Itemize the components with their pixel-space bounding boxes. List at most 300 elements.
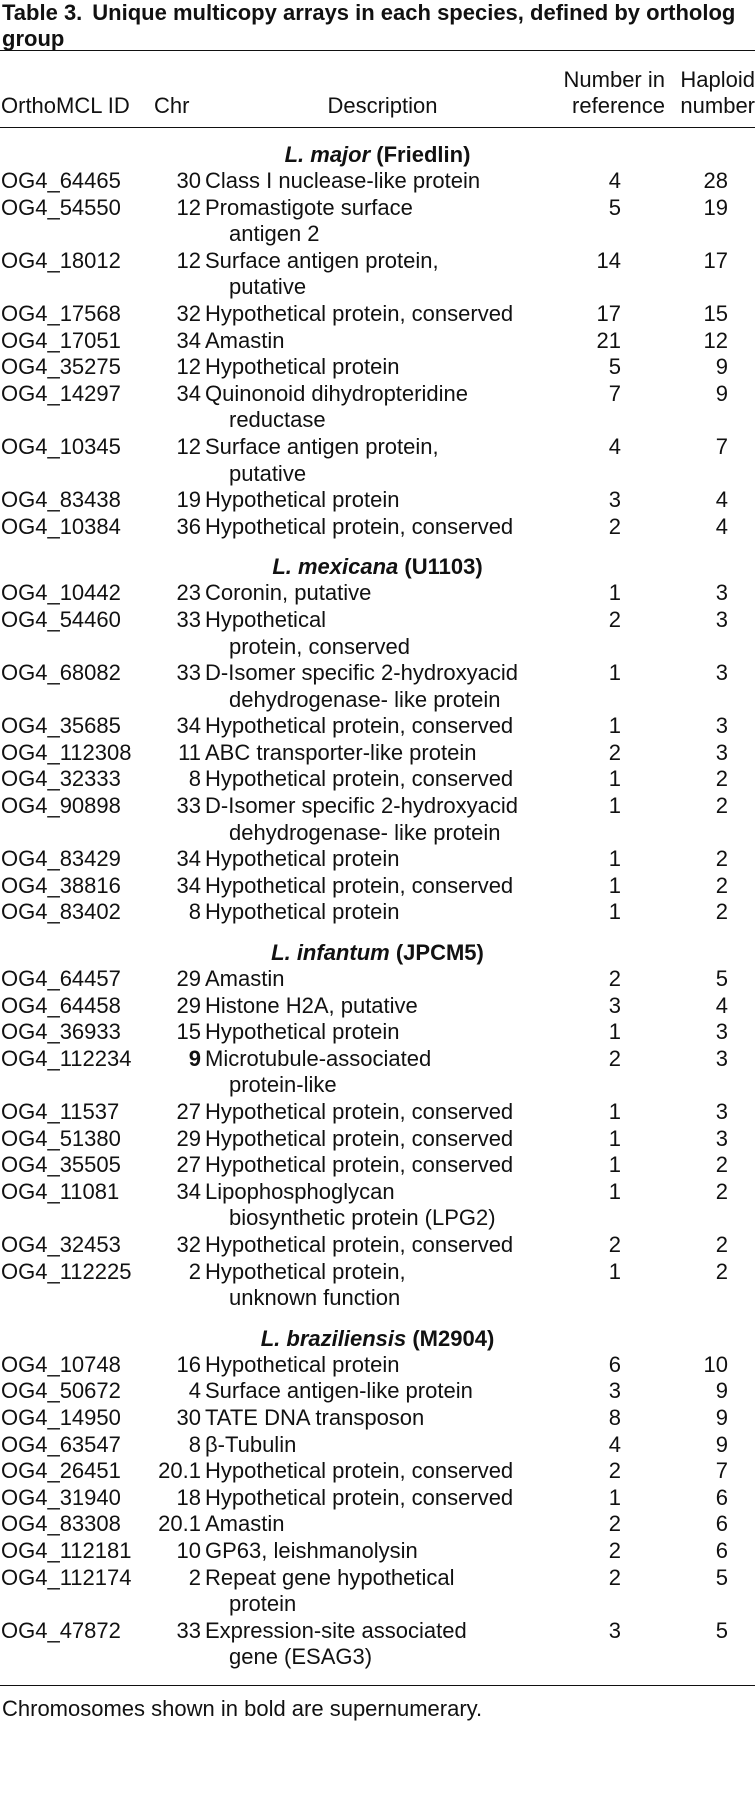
description-cell: [205, 1352, 560, 1379]
orthomcl-id-cell: OG4_112234: [1, 1045, 132, 1071]
species-name: L. infantum: [271, 940, 390, 966]
description-cell: [205, 1179, 560, 1232]
description-line: β-Tubulin: [205, 1431, 297, 1457]
number-in-reference-cell: 2: [608, 606, 621, 632]
haploid-number-cell: 28: [703, 168, 728, 193]
description-cell: [205, 993, 560, 1020]
table-row: [0, 766, 755, 793]
header-chr: Chr: [154, 93, 190, 118]
haploid-number-cell: 7: [715, 1458, 728, 1484]
description-cell: [205, 1378, 560, 1405]
description-line: Hypothetical protein, conserved: [205, 1125, 514, 1151]
number-in-reference-cell: 17: [596, 300, 621, 326]
table-row: [0, 1179, 755, 1232]
multicopy-arrays-table: [0, 51, 755, 1671]
number-in-reference-cell: 2: [608, 1511, 621, 1537]
table-row: [0, 899, 755, 926]
description-continuation: dehydrogenase- like protein: [229, 819, 501, 845]
description-cell: [205, 846, 560, 873]
orthomcl-id-cell: OG4_64465: [1, 168, 121, 193]
species-group-header: [0, 926, 755, 966]
table-row: [0, 1458, 755, 1485]
description-continuation: unknown function: [229, 1285, 401, 1311]
chr-cell: 32: [176, 300, 201, 326]
haploid-number-cell: 3: [715, 713, 728, 739]
haploid-number-cell: 3: [715, 580, 728, 606]
orthomcl-id-cell: OG4_112308: [1, 739, 132, 765]
description-line: Hypothetical protein: [205, 1019, 400, 1045]
description-line: Hypothetical protein, conserved: [205, 513, 514, 539]
orthomcl-id-cell: OG4_50672: [1, 1378, 121, 1404]
description-cell: [205, 1432, 560, 1459]
haploid-number-cell: 3: [715, 1045, 728, 1071]
chr-cell: 15: [176, 1019, 201, 1045]
table-row: [0, 1152, 755, 1179]
description-continuation: biosynthetic protein (LPG2): [229, 1205, 496, 1231]
description-line: Hypothetical protein, conserved: [205, 1231, 514, 1257]
number-in-reference-cell: 1: [608, 1484, 621, 1510]
description-line: Hypothetical protein, conserved: [205, 1099, 514, 1124]
number-in-reference-cell: 1: [608, 713, 621, 739]
description-cell: [205, 966, 560, 993]
table-row: [0, 580, 755, 607]
number-in-reference-cell: 2: [608, 1537, 621, 1563]
header-reference-line1: Number in: [563, 67, 665, 92]
orthomcl-id-cell: OG4_112174: [1, 1564, 132, 1590]
chr-cell: 33: [176, 793, 201, 819]
orthomcl-id-cell: OG4_83438: [1, 487, 121, 513]
table-row: [0, 1046, 755, 1099]
chr-cell: 30: [176, 168, 201, 193]
chr-cell: 30: [176, 1404, 201, 1430]
number-in-reference-cell: 1: [608, 899, 621, 925]
orthomcl-id-cell: OG4_63547: [1, 1431, 121, 1457]
number-in-reference-cell: 2: [608, 1564, 621, 1590]
chr-cell: 33: [176, 660, 201, 686]
chr-cell: 12: [176, 354, 201, 380]
description-cell: [205, 713, 560, 740]
orthomcl-id-cell: OG4_26451: [1, 1458, 121, 1484]
description-cell: [205, 1458, 560, 1485]
description-line: Hypothetical protein: [205, 487, 400, 513]
haploid-number-cell: 2: [715, 1231, 728, 1257]
description-line: Hypothetical protein: [205, 1351, 400, 1377]
table-caption: [0, 0, 755, 50]
table-row: [0, 966, 755, 993]
description-cell: [205, 487, 560, 514]
description-cell: [205, 434, 560, 487]
orthomcl-id-cell: OG4_17051: [1, 327, 121, 353]
description-cell: [205, 195, 560, 248]
strain-name: (Friedlin): [376, 142, 471, 167]
description-cell: [205, 328, 560, 355]
orthomcl-id-cell: OG4_112225: [1, 1258, 132, 1284]
number-in-reference-cell: 3: [608, 487, 621, 513]
number-in-reference-cell: 1: [608, 1178, 621, 1204]
chr-cell: 4: [188, 1378, 201, 1404]
orthomcl-id-cell: OG4_32333: [1, 766, 121, 792]
description-line: Hypothetical protein, conserved: [205, 1484, 514, 1510]
description-cell: [205, 1046, 560, 1099]
species-group-header: [0, 128, 755, 168]
haploid-number-cell: 4: [715, 992, 728, 1018]
orthomcl-id-cell: OG4_54460: [1, 606, 121, 632]
species-group-header: [0, 1312, 755, 1352]
description-line: Hypothetical protein, conserved: [205, 1458, 514, 1484]
haploid-number-cell: 2: [715, 872, 728, 898]
chr-cell: 18: [176, 1484, 201, 1510]
chr-cell: 23: [176, 580, 201, 606]
description-line: Class I nuclease-like protein: [205, 168, 481, 193]
chr-cell: 8: [188, 899, 201, 925]
table-row: [0, 873, 755, 900]
orthomcl-id-cell: OG4_112181: [1, 1537, 132, 1563]
number-in-reference-cell: 21: [596, 327, 621, 353]
chr-cell: 29: [176, 966, 201, 992]
description-cell: [205, 1538, 560, 1565]
orthomcl-id-cell: OG4_47872: [1, 1617, 121, 1643]
haploid-number-cell: 17: [703, 247, 728, 273]
table-row: [0, 248, 755, 301]
description-line: Hypothetical protein: [205, 899, 400, 925]
number-in-reference-cell: 2: [608, 1045, 621, 1071]
description-continuation: protein, conserved: [229, 633, 410, 659]
description-cell: [205, 580, 560, 607]
table-caption-label: Table 3.: [2, 0, 83, 25]
chr-cell: 10: [176, 1537, 201, 1563]
table-row: [0, 1126, 755, 1153]
number-in-reference-cell: 1: [608, 1125, 621, 1151]
haploid-number-cell: 6: [715, 1537, 728, 1563]
header-number-in-reference: [560, 51, 665, 127]
description-line: D-Isomer specific 2-hydroxyacid: [205, 793, 518, 819]
description-cell: [205, 1565, 560, 1618]
description-cell: [205, 1126, 560, 1153]
table-row: [0, 1405, 755, 1432]
orthomcl-id-cell: OG4_14950: [1, 1404, 121, 1430]
number-in-reference-cell: 1: [608, 1019, 621, 1045]
table-row: [0, 1618, 755, 1671]
orthomcl-id-cell: OG4_10384: [1, 513, 121, 539]
table-row: [0, 301, 755, 328]
table-row: [0, 381, 755, 434]
table-caption-text: Unique multicopy arrays in each species, defined by ortholog group: [2, 0, 736, 51]
description-line: Histone H2A, putative: [205, 992, 418, 1018]
description-line: Hypothetical protein, conserved: [205, 872, 514, 898]
description-line: D-Isomer specific 2-hydroxyacid: [205, 660, 518, 686]
description-cell: [205, 740, 560, 767]
description-cell: [205, 1485, 560, 1512]
table-row: [0, 740, 755, 767]
description-line: Hypothetical: [205, 606, 327, 632]
chr-cell: 33: [176, 606, 201, 632]
number-in-reference-cell: 6: [608, 1351, 621, 1377]
number-in-reference-cell: 2: [608, 739, 621, 765]
species-group-cell: [0, 1312, 755, 1352]
haploid-number-cell: 9: [715, 1431, 728, 1457]
species-group-header: [0, 540, 755, 580]
orthomcl-id-cell: OG4_31940: [1, 1484, 121, 1510]
chr-cell: 34: [176, 872, 201, 898]
number-in-reference-cell: 4: [608, 1431, 621, 1457]
header-haploid-line2: number: [680, 93, 755, 118]
orthomcl-id-cell: OG4_83308: [1, 1511, 121, 1537]
orthomcl-id-cell: OG4_35275: [1, 354, 121, 380]
number-in-reference-cell: 1: [608, 872, 621, 898]
description-line: Repeat gene hypothetical: [205, 1564, 455, 1590]
number-in-reference-cell: 1: [608, 1099, 621, 1124]
description-cell: [205, 873, 560, 900]
number-in-reference-cell: 2: [608, 513, 621, 539]
table-row: [0, 660, 755, 713]
haploid-number-cell: 9: [715, 380, 728, 406]
description-line: ABC transporter-like protein: [205, 739, 477, 765]
table-row: [0, 1511, 755, 1538]
description-continuation: dehydrogenase- like protein: [229, 686, 501, 712]
haploid-number-cell: 6: [715, 1484, 728, 1510]
chr-cell: 34: [176, 380, 201, 406]
table-row: [0, 1432, 755, 1459]
chr-cell: 33: [176, 1617, 201, 1643]
description-line: GP63, leishmanolysin: [205, 1537, 418, 1563]
description-cell: [205, 1511, 560, 1538]
number-in-reference-cell: 1: [608, 660, 621, 686]
table-row: [0, 195, 755, 248]
chr-cell: 11: [178, 739, 201, 765]
haploid-number-cell: 3: [715, 660, 728, 686]
table-row: [0, 1538, 755, 1565]
table-row: [0, 1019, 755, 1046]
chr-cell: 32: [176, 1231, 201, 1257]
header-orthomcl-id: OrthoMCL ID: [1, 93, 130, 118]
orthomcl-id-cell: OG4_38816: [1, 872, 121, 898]
haploid-number-cell: 3: [715, 606, 728, 632]
number-in-reference-cell: 14: [596, 247, 621, 273]
orthomcl-id-cell: OG4_35505: [1, 1152, 121, 1178]
orthomcl-id-cell: OG4_36933: [1, 1019, 121, 1045]
number-in-reference-cell: 3: [608, 1617, 621, 1643]
description-line: Surface antigen-like protein: [205, 1378, 473, 1404]
chr-cell: 19: [176, 487, 201, 513]
number-in-reference-cell: 1: [608, 1258, 621, 1284]
haploid-number-cell: 9: [715, 354, 728, 380]
haploid-number-cell: 2: [715, 793, 728, 819]
number-in-reference-cell: 4: [608, 433, 621, 459]
description-cell: [205, 514, 560, 541]
orthomcl-id-cell: OG4_90898: [1, 793, 121, 819]
table-row: [0, 354, 755, 381]
species-name: L. braziliensis: [260, 1325, 407, 1351]
orthomcl-id-cell: OG4_64457: [1, 966, 121, 992]
number-in-reference-cell: 1: [608, 580, 621, 606]
species-name: L. major: [284, 142, 371, 167]
description-line: Hypothetical protein, conserved: [205, 1152, 514, 1178]
number-in-reference-cell: 2: [608, 1458, 621, 1484]
description-cell: [205, 1152, 560, 1179]
table-row: [0, 328, 755, 355]
species-group-cell: [0, 540, 755, 580]
table-row: [0, 713, 755, 740]
description-line: Surface antigen protein,: [205, 433, 439, 459]
number-in-reference-cell: 7: [608, 380, 621, 406]
haploid-number-cell: 2: [715, 1152, 728, 1178]
haploid-number-cell: 15: [703, 300, 728, 326]
haploid-number-cell: 5: [715, 966, 728, 992]
description-line: Expression-site associated: [205, 1617, 467, 1643]
description-continuation: gene (ESAG3): [229, 1644, 373, 1670]
chr-cell: 12: [176, 247, 201, 273]
description-cell: [205, 168, 560, 195]
haploid-number-cell: 2: [715, 1258, 728, 1284]
number-in-reference-cell: 2: [608, 966, 621, 992]
table-row: [0, 1378, 755, 1405]
table-row: [0, 607, 755, 660]
haploid-number-cell: 19: [703, 194, 728, 220]
chr-cell: 2: [188, 1258, 201, 1284]
haploid-number-cell: 6: [715, 1511, 728, 1537]
chr-cell: 2: [188, 1564, 201, 1590]
description-cell: [205, 381, 560, 434]
orthomcl-id-cell: OG4_10345: [1, 433, 121, 459]
description-cell: [205, 301, 560, 328]
description-line: Lipophosphoglycan: [205, 1178, 395, 1204]
haploid-number-cell: 7: [715, 433, 728, 459]
table-row: [0, 993, 755, 1020]
chr-cell: 29: [176, 1125, 201, 1151]
species-group-cell: [0, 128, 755, 168]
orthomcl-id-cell: OG4_54550: [1, 194, 121, 220]
chr-cell: 27: [176, 1099, 201, 1124]
chr-cell: 34: [176, 1178, 201, 1204]
number-in-reference-cell: 4: [608, 168, 621, 193]
table-header: [0, 51, 755, 128]
orthomcl-id-cell: OG4_64458: [1, 992, 121, 1018]
haploid-number-cell: 9: [715, 1378, 728, 1404]
table-row: [0, 1352, 755, 1379]
description-line: Hypothetical protein: [205, 846, 400, 872]
orthomcl-id-cell: OG4_14297: [1, 380, 121, 406]
description-line: Microtubule-associated: [205, 1045, 432, 1071]
strain-name: (U1103): [404, 554, 483, 580]
table-row: [0, 846, 755, 873]
table-row: [0, 514, 755, 541]
description-cell: [205, 354, 560, 381]
chr-cell: 9: [188, 1045, 201, 1071]
table-row: [0, 1485, 755, 1512]
number-in-reference-cell: 3: [608, 1378, 621, 1404]
description-continuation: protein: [229, 1591, 297, 1617]
table-row: [0, 168, 755, 195]
description-continuation: antigen 2: [229, 221, 320, 247]
description-continuation: putative: [229, 460, 307, 486]
description-line: Amastin: [205, 966, 285, 992]
chr-cell: 29: [176, 992, 201, 1018]
description-line: Promastigote surface: [205, 194, 413, 220]
orthomcl-id-cell: OG4_68082: [1, 660, 121, 686]
description-cell: [205, 607, 560, 660]
orthomcl-id-cell: OG4_11081: [1, 1178, 120, 1204]
chr-cell: 20.1: [158, 1458, 201, 1484]
description-line: Hypothetical protein, conserved: [205, 713, 514, 739]
orthomcl-id-cell: OG4_32453: [1, 1231, 121, 1257]
chr-cell: 12: [176, 433, 201, 459]
haploid-number-cell: 9: [715, 1404, 728, 1430]
table-row: [0, 1099, 755, 1126]
description-line: TATE DNA transposon: [205, 1404, 425, 1430]
chr-cell: 34: [176, 327, 201, 353]
description-cell: [205, 1019, 560, 1046]
description-line: Hypothetical protein, conserved: [205, 766, 514, 792]
header-haploid-number: [665, 51, 755, 127]
haploid-number-cell: 12: [703, 327, 728, 353]
number-in-reference-cell: 3: [608, 992, 621, 1018]
chr-cell: 36: [176, 513, 201, 539]
header-description: Description: [327, 93, 438, 118]
number-in-reference-cell: 5: [608, 354, 621, 380]
chr-cell: 34: [176, 846, 201, 872]
chr-cell: 16: [176, 1351, 201, 1377]
table-row: [0, 434, 755, 487]
description-cell: [205, 766, 560, 793]
haploid-number-cell: 4: [715, 513, 728, 539]
header-reference-line2: reference: [572, 93, 665, 118]
number-in-reference-cell: 1: [608, 846, 621, 872]
strain-name: (M2904): [412, 1325, 495, 1351]
description-line: Hypothetical protein: [205, 354, 400, 380]
orthomcl-id-cell: OG4_11537: [1, 1099, 120, 1124]
haploid-number-cell: 2: [715, 846, 728, 872]
haploid-number-cell: 3: [715, 1099, 728, 1124]
description-line: Coronin, putative: [205, 580, 372, 606]
table-row: [0, 793, 755, 846]
strain-name: (JPCM5): [395, 940, 484, 966]
chr-cell: 8: [188, 766, 201, 792]
table-footnote: Chromosomes shown in bold are supernumerary.: [2, 1695, 483, 1721]
orthomcl-id-cell: OG4_10748: [1, 1351, 121, 1377]
header-haploid-line1: Haploid: [680, 67, 755, 92]
description-cell: [205, 1618, 560, 1671]
number-in-reference-cell: 1: [608, 793, 621, 819]
orthomcl-id-cell: OG4_35685: [1, 713, 121, 739]
number-in-reference-cell: 1: [608, 766, 621, 792]
number-in-reference-cell: 5: [608, 194, 621, 220]
table-row: [0, 1565, 755, 1618]
description-continuation: reductase: [229, 407, 326, 433]
number-in-reference-cell: 2: [608, 1231, 621, 1257]
description-line: Amastin: [205, 327, 285, 353]
description-cell: [205, 248, 560, 301]
description-cell: [205, 660, 560, 713]
haploid-number-cell: 10: [703, 1351, 728, 1377]
orthomcl-id-cell: OG4_10442: [1, 580, 121, 606]
description-cell: [205, 1232, 560, 1259]
haploid-number-cell: 5: [715, 1564, 728, 1590]
table-row: [0, 1232, 755, 1259]
species-group-cell: [0, 926, 755, 966]
description-cell: [205, 899, 560, 926]
chr-cell: 27: [176, 1152, 201, 1178]
haploid-number-cell: 2: [715, 766, 728, 792]
orthomcl-id-cell: OG4_51380: [1, 1125, 121, 1151]
haploid-number-cell: 3: [715, 739, 728, 765]
table-row: [0, 1259, 755, 1312]
haploid-number-cell: 3: [715, 1125, 728, 1151]
description-cell: [205, 793, 560, 846]
description-line: Quinonoid dihydropteridine: [205, 380, 468, 406]
chr-cell: 34: [176, 713, 201, 739]
description-cell: [205, 1405, 560, 1432]
haploid-number-cell: 3: [715, 1019, 728, 1045]
